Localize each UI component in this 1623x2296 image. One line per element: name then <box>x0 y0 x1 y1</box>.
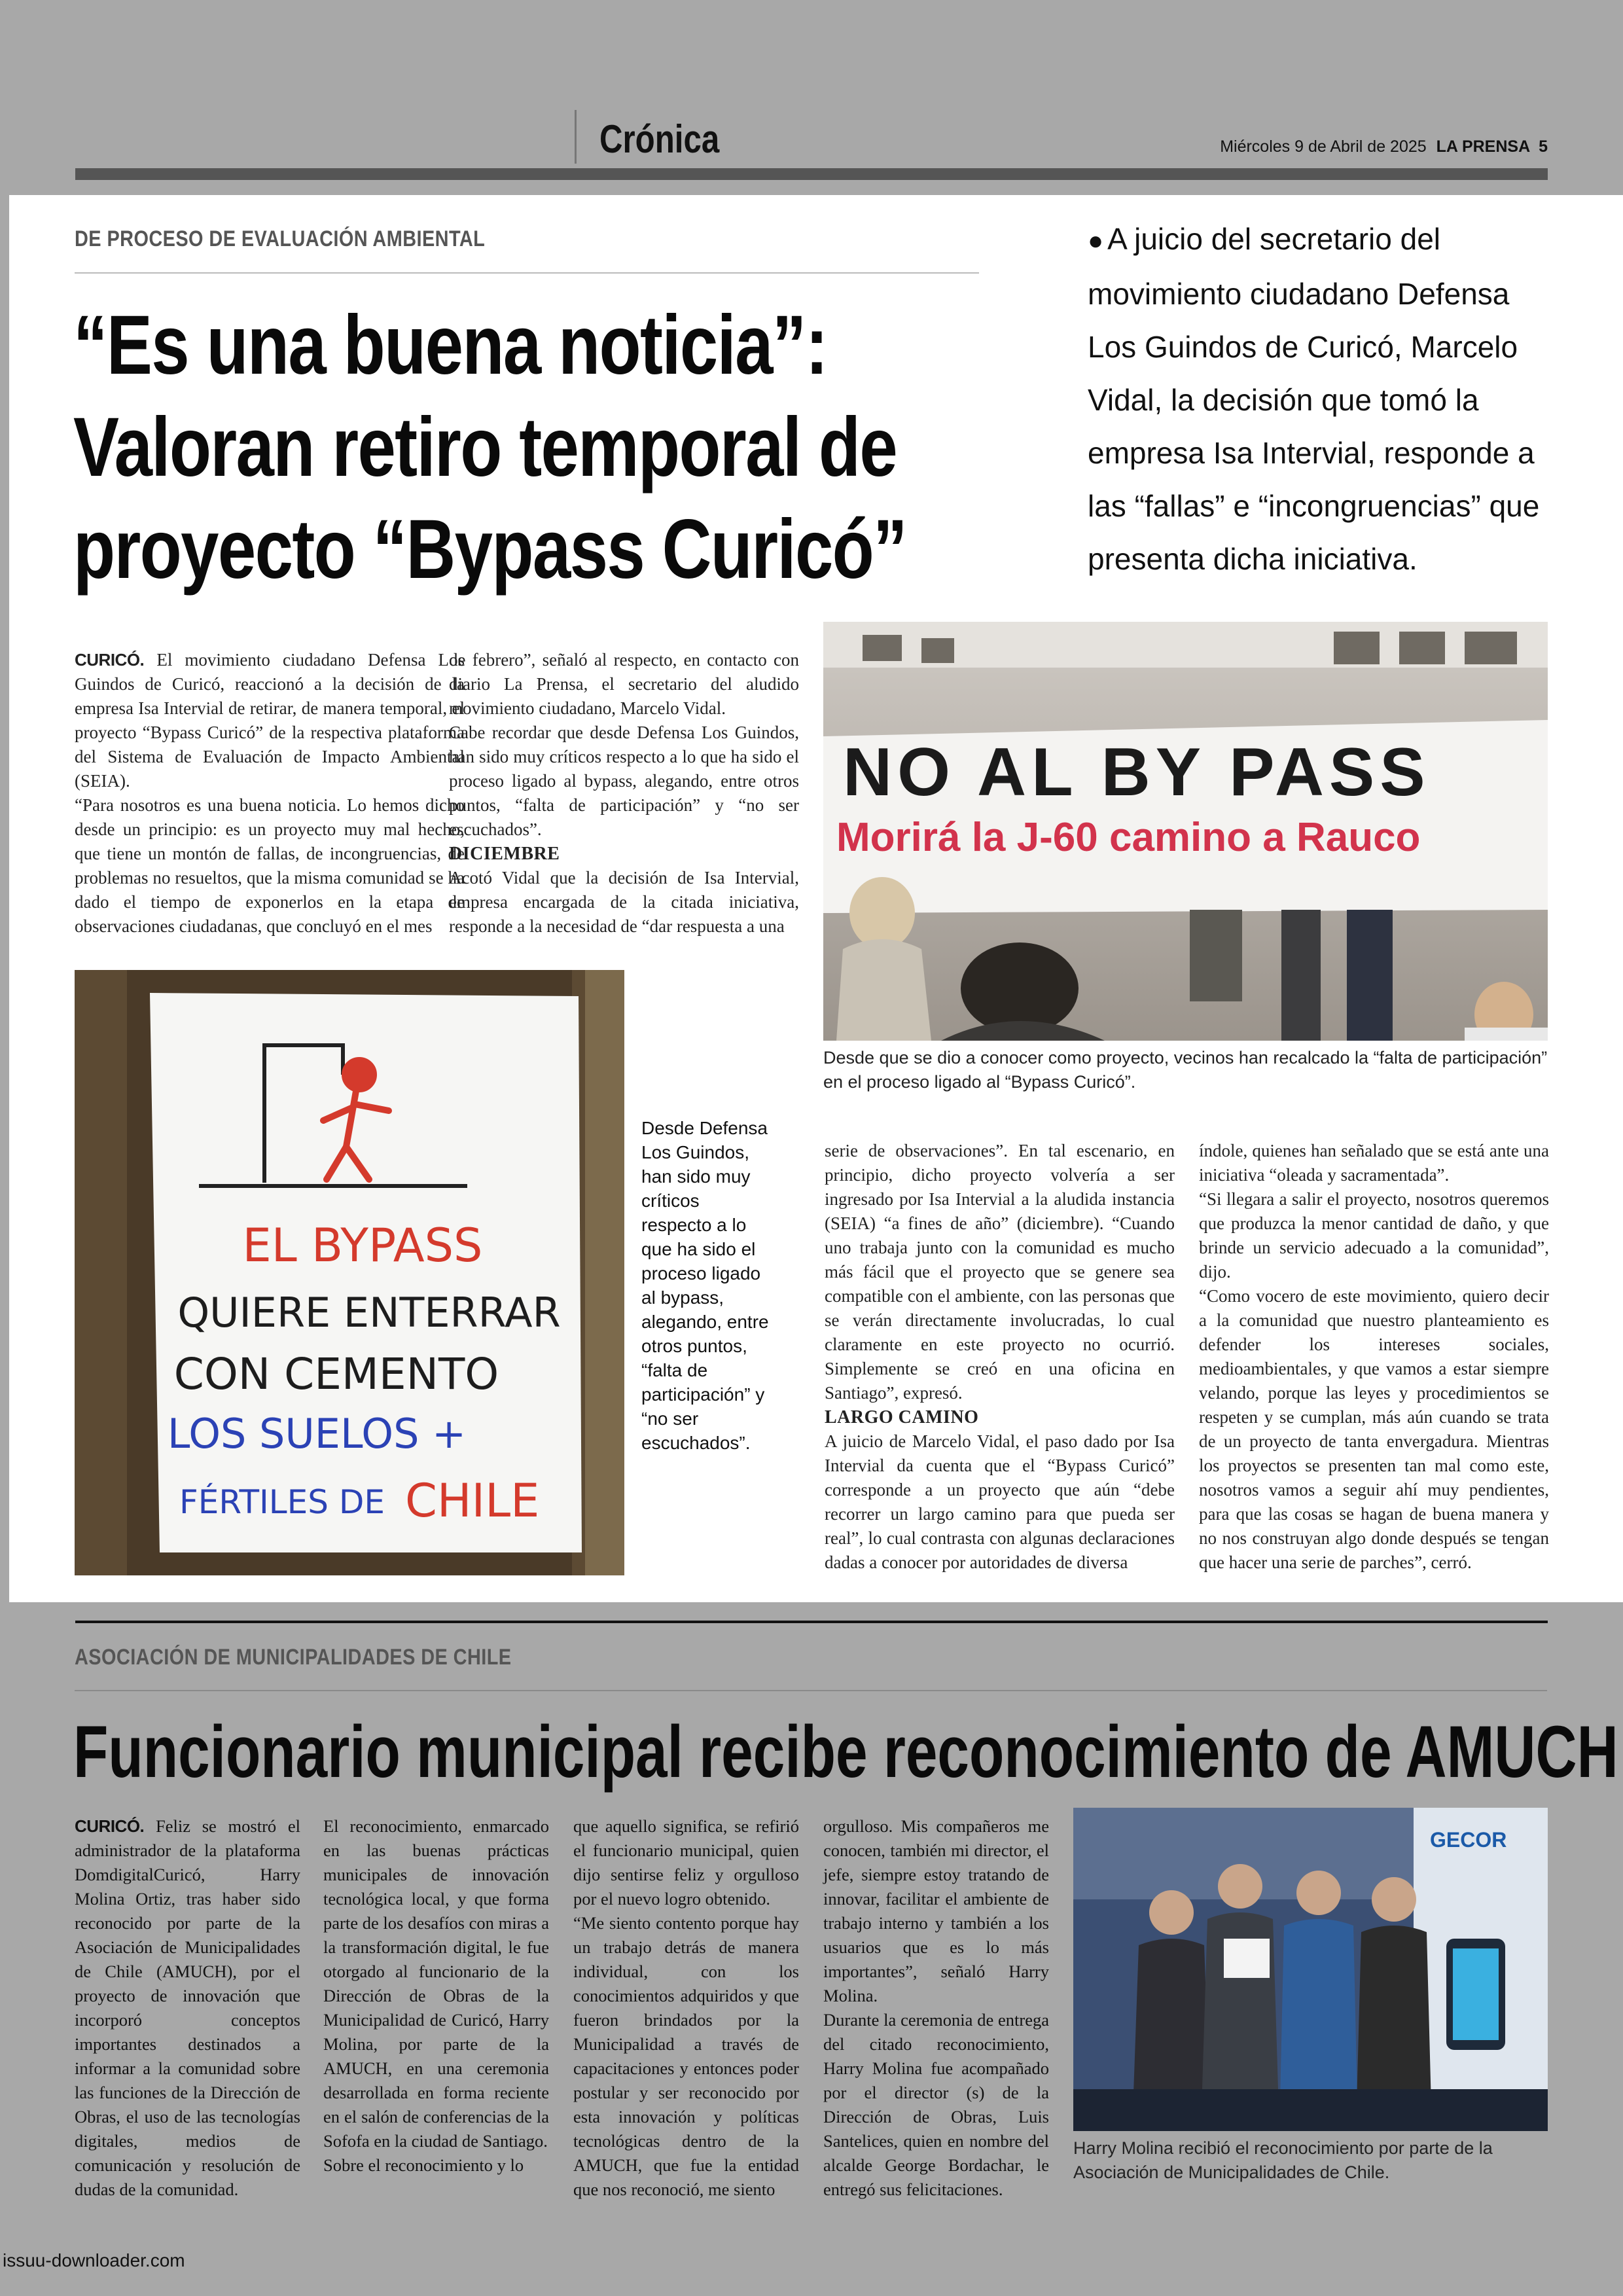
sign-line-5-red: CHILE <box>405 1474 540 1528</box>
paragraph: “Para nosotros es una buena noticia. Lo hemos dicho desde un principio: es un proyecto muy mal hecho, que tiene un montón de fallas, de incongruencias, de problemas no resueltos, que la misma comunidad se ha dado el tiempo de exponerlos en la etapa de observaciones ciudadanas, que concluyó en el mes <box>75 795 465 936</box>
paragraph: Durante la ceremonia de entrega del citado reconocimiento, Harry Molina fue acompañado por el director (s) de la Dirección de Obras, Luis Santelices, quien en nombre del alcalde George Bordachar, le entregó sus felicitaciones. <box>823 2010 1049 2199</box>
page-number: 5 <box>1539 137 1548 156</box>
paragraph: El reconocimiento, enmarcado en las buenas prácticas municipales de innovación tecnológica local, y que forma parte de los desafíos con miras a la transformación digital, le fue otorgado al funcionario de la Dirección de Obras de la Municipalidad de Curicó, Harry Molina, por parte de la AMUCH, en una ceremonia desarrollada en forma reciente en el salón de conferencias de la Sofofa en la ciudad de Santiago. <box>323 1816 549 2151</box>
article1-kicker: DE PROCESO DE EVALUACIÓN AMBIENTAL <box>75 226 486 251</box>
subhead-largo-camino: LARGO CAMINO <box>825 1407 979 1427</box>
paragraph: “Si llegara a salir el proyecto, nosotros queremos que produzca la menor cantidad de daño, y que brinde un servicio adecuado a la comunidad”, dijo. <box>1199 1189 1549 1282</box>
paragraph: de febrero”, señaló al respecto, en contacto con diario La Prensa, el secretario del aludido movimiento ciudadano, Marcelo Vidal. <box>449 650 799 718</box>
article2-col4 <box>823 1814 1049 2202</box>
sign-line-5: FÉRTILES DE <box>179 1483 385 1521</box>
bullet-icon: ● <box>1088 226 1104 255</box>
sign-line-1: EL BYPASS <box>242 1219 483 1272</box>
paragraph: orgulloso. Mis compañeros me conocen, también mi director, el jefe, siempre estoy tratando de innovar, facilitar el ambiente de trabajo interno y también a los usuarios que es lo más importantes”, señaló Harry Molina. <box>823 1816 1049 2005</box>
section-rule <box>75 1621 1548 1623</box>
article1-lead <box>1088 213 1552 586</box>
protest-sign-image <box>75 970 624 1575</box>
photo-protest-sign <box>75 970 624 1575</box>
banner-text: NO AL BY PASS <box>843 734 1431 810</box>
header-divider <box>575 110 577 164</box>
watermark: issuu-downloader.com <box>3 2250 185 2270</box>
publication-name: LA PRENSA <box>1436 137 1531 156</box>
protest-banner-image <box>823 622 1548 1041</box>
article2-kicker: ASOCIACIÓN DE MUNICIPALIDADES DE CHILE <box>75 1645 512 1670</box>
paragraph: Feliz se mostró el administrador de la plataforma DomdigitalCuricó, Harry Molina Ortiz, tras haber sido reconocido por parte de la Asociación de Municipalidades de Chile (AMUCH), por el proyecto de innovación que incorporó conceptos importantes destinados a informar a la comunidad sobre las funciones de la Dirección de Obras, el uso de las tecnologías digitales, medios de comunicación y resolución de dudas de la comunidad. <box>75 1816 300 2199</box>
article2-col3 <box>573 1814 799 2202</box>
paragraph: índole, quienes han señalado que se está ante una iniciativa “oleada y sacramentada”. <box>1199 1141 1549 1185</box>
photo1-caption: Desde que se dio a conocer como proyecto, vecinos han recalcado la “falta de participación” en el proceso ligado al “Bypass Curicó”. <box>823 1048 1548 1092</box>
article1-col3 <box>825 1139 1175 1575</box>
paragraph: Sobre el reconocimiento y lo <box>323 2155 524 2175</box>
paragraph: que aquello significa, se refirió el funcionario municipal, quien dijo sentirse feliz y orgulloso por el nuevo logro obtenido. <box>573 1816 799 1909</box>
paragraph: Cabe recordar que desde Defensa Los Guindos, han sido muy críticos respecto a lo que ha sido el proceso ligado al bypass, alegando, entre otros puntos, “falta de participación” y “no ser escuchados”. <box>449 723 799 839</box>
photo3-caption: Harry Molina recibió el reconocimiento por parte de la Asociación de Municipalidades de Chile. <box>1073 2138 1493 2182</box>
pull-quote: Desde Defensa Los Guindos, han sido muy críticos respecto a lo que ha sido el proceso ligado al bypass, alegando, entre otros puntos, “falta de participación” y “no ser escuchados”. <box>641 1118 769 1453</box>
subhead-diciembre: DICIEMBRE <box>449 844 560 864</box>
sign-line-3: CON CEMENTO <box>173 1349 499 1399</box>
article1-headline: “Es una buena noticia”: Valoran retiro temporal de proyecto “Bypass Curicó” <box>73 298 906 596</box>
paragraph: “Me siento contento porque hay un trabajo detrás de manera individual, con los conocimientos adquiridos y que fueron brindados por la Municipalidad a través de capacitaciones y entonces poder postular y ser reconocido por esta innovación y políticas tecnológicas dentro de la AMUCH, que fue la entidad que nos reconoció, me siento <box>573 1913 799 2199</box>
paragraph: Acotó Vidal que la decisión de Isa Intervial, empresa encargada de la citada iniciativa, responde a la necesidad de “dar respuesta a una <box>449 868 799 936</box>
kicker-rule <box>75 1690 1547 1691</box>
article1-col1 <box>75 648 465 939</box>
award-ceremony-image <box>1073 1808 1548 2131</box>
paragraph: A juicio de Marcelo Vidal, el paso dado por Isa Intervial da cuenta que el “Bypass Curicó” corresponde a un proyecto que aún “debe recorrer un largo camino para que pueda ser real”, lo cual contrasta con algunas declaraciones dadas a conocer por autoridades de diversa <box>825 1431 1175 1572</box>
lead-text: A juicio del secretario del movimiento ciudadano Defensa Los Guindos de Curicó, Marcelo Vidal, la decisión que tomó la empresa Isa Intervial, responde a las “fallas” e “incongruencias” que presenta dicha iniciativa. <box>1088 222 1540 576</box>
banner-subtext: Morirá la J-60 camino a Rauco <box>836 815 1421 860</box>
paragraph: El movimiento ciudadano Defensa Los Guindos de Curicó, reaccionó a la decisión de la empresa Isa Intervial de retirar, de manera temporal, el proyecto “Bypass Curicó” de la respectiva plataforma del Sistema de Evaluación de Impacto Ambiental (SEIA). <box>75 650 465 791</box>
paragraph: “Como vocero de este movimiento, quiero decir a la comunidad que nuestro planteamiento es defender los intereses sociales, medioambientales, y que vamos a estar siempre velando, porque las leyes y procedimientos se respeten y se cumplan, más aún cuando se trata de un proyecto de tanta envergadura. Mientras los proyectos se presenten tan mal como este, nosotros vamos a seguir ahí muy pendientes, para que las cosas se hagan de buena manera y no nos construyan algo donde después se tengan que hacer una serie de parches”, cerró. <box>1199 1286 1549 1572</box>
header-rule <box>75 168 1548 180</box>
article1-col2 <box>449 648 799 939</box>
sign-line-4: LOS SUELOS + <box>167 1410 467 1458</box>
article2-headline: Funcionario municipal recibe reconocimiento de AMUCH <box>73 1711 1618 1793</box>
folio <box>1220 137 1548 156</box>
article2-col1 <box>75 1814 300 2202</box>
article1-col4 <box>1199 1139 1549 1575</box>
paragraph: serie de observaciones”. En tal escenario, en principio, dicho proyecto volvería a ser ingresado por Isa Intervial a la aludida instancia (SEIA) “a fines de año” (diciembre). “Cuando uno trabaja junto con la comunidad es mucho más fácil que el proyecto que se genere sea compatible con el ambiente, con las personas que se verán directamente involucradas, lo cual claramente en este proyecto no ocurrió. Simplemente se creó en una oficina en Santiago”, expresó. <box>825 1141 1175 1403</box>
article2-col2 <box>323 1814 549 2178</box>
photo-award-ceremony <box>1073 1808 1548 2131</box>
dateline: CURICÓ. <box>75 1816 145 1836</box>
issue-date: Miércoles 9 de Abril de 2025 <box>1220 137 1427 156</box>
screen-text: GECOR <box>1430 1828 1507 1852</box>
photo-protest-banner <box>823 622 1548 1041</box>
dateline: CURICÓ. <box>75 650 145 670</box>
sign-line-2: QUIERE ENTERRAR <box>177 1289 561 1336</box>
kicker-rule <box>75 272 979 274</box>
section-name: Crónica <box>599 117 720 161</box>
